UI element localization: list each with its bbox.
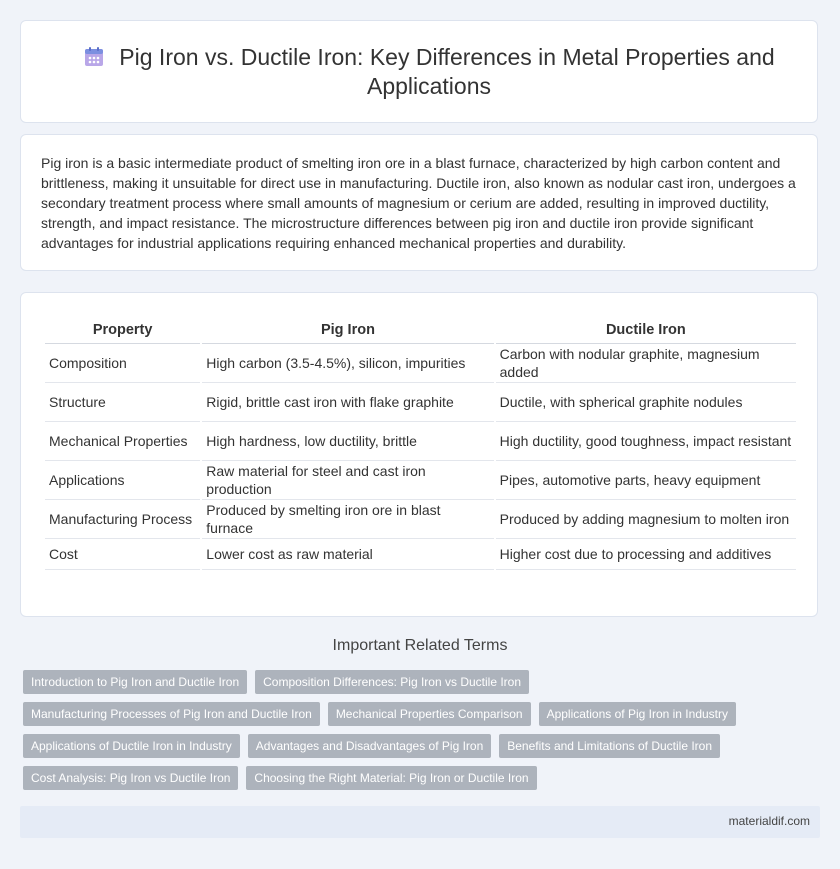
related-tag[interactable]: Composition Differences: Pig Iron vs Ductile Iron <box>255 670 529 694</box>
cell-property: Applications <box>45 461 200 500</box>
header-card <box>20 20 818 123</box>
table-row <box>45 539 796 570</box>
footer <box>20 806 820 838</box>
cell-property: Mechanical Properties <box>45 422 200 461</box>
cell-property: Structure <box>45 383 200 422</box>
cell-pig-iron: High carbon (3.5-4.5%), silicon, impurities <box>202 344 493 383</box>
header-pig-iron: Pig Iron <box>202 313 493 344</box>
comparison-table <box>43 313 798 570</box>
related-tag[interactable]: Applications of Ductile Iron in Industry <box>23 734 240 758</box>
cell-ductile-iron: Carbon with nodular graphite, magnesium added <box>496 344 796 383</box>
table-row <box>45 344 796 383</box>
header-ductile-iron: Ductile Iron <box>496 313 796 344</box>
intro-card <box>20 134 818 271</box>
table-header-row <box>45 313 796 344</box>
header-property: Property <box>45 313 200 344</box>
intro-paragraph: Pig iron is a basic intermediate product of smelting iron ore in a blast furnace, characterized by high carbon content and brittleness, making it unsuitable for direct use in manufacturing. Ductile iron, also known as nodular cast iron, undergoes a secondary treatment process where small amounts of magnesium or cerium are added, resulting in improved ductility, strength, and impact resistance. The microstructure differences between pig iron and ductile iron provide significant advantages for industrial applications requiring enhanced mechanical properties and durability. <box>41 155 796 251</box>
table-row <box>45 500 796 539</box>
cell-pig-iron: Raw material for steel and cast iron production <box>202 461 493 500</box>
cell-ductile-iron: Produced by adding magnesium to molten iron <box>496 500 796 539</box>
related-terms-title: Important Related Terms <box>332 637 508 654</box>
cell-ductile-iron: High ductility, good toughness, impact resistant <box>496 422 796 461</box>
table-row <box>45 422 796 461</box>
related-tag[interactable]: Manufacturing Processes of Pig Iron and Ductile Iron <box>23 702 320 726</box>
tag-row <box>23 734 803 758</box>
related-terms-tags <box>23 670 803 798</box>
comparison-card <box>20 292 818 617</box>
cell-ductile-iron: Higher cost due to processing and additives <box>496 539 796 570</box>
tag-row <box>23 702 803 726</box>
related-tag[interactable]: Advantages and Disadvantages of Pig Iron <box>248 734 491 758</box>
related-tag[interactable]: Choosing the Right Material: Pig Iron or Ductile Iron <box>246 766 536 790</box>
related-tag[interactable]: Introduction to Pig Iron and Ductile Iron <box>23 670 247 694</box>
tag-row <box>23 670 803 694</box>
cell-pig-iron: High hardness, low ductility, brittle <box>202 422 493 461</box>
table-row <box>45 383 796 422</box>
cell-property: Manufacturing Process <box>45 500 200 539</box>
cell-pig-iron: Rigid, brittle cast iron with flake graphite <box>202 383 493 422</box>
footer-site-link[interactable]: materialdif.com <box>728 814 810 828</box>
cell-ductile-iron: Ductile, with spherical graphite nodules <box>496 383 796 422</box>
cell-pig-iron: Produced by smelting iron ore in blast furnace <box>202 500 493 539</box>
cell-ductile-iron: Pipes, automotive parts, heavy equipment <box>496 461 796 500</box>
related-tag[interactable]: Cost Analysis: Pig Iron vs Ductile Iron <box>23 766 238 790</box>
cell-property: Cost <box>45 539 200 570</box>
page-title <box>61 43 797 101</box>
page-title-text: Pig Iron vs. Ductile Iron: Key Differences in Metal Properties and Applications <box>119 44 775 99</box>
cell-pig-iron: Lower cost as raw material <box>202 539 493 570</box>
related-tag[interactable]: Applications of Pig Iron in Industry <box>539 702 736 726</box>
cell-property: Composition <box>45 344 200 383</box>
calendar-icon <box>83 46 105 68</box>
related-tag[interactable]: Mechanical Properties Comparison <box>328 702 531 726</box>
table-row <box>45 461 796 500</box>
related-tag[interactable]: Benefits and Limitations of Ductile Iron <box>499 734 720 758</box>
tag-row <box>23 766 803 790</box>
